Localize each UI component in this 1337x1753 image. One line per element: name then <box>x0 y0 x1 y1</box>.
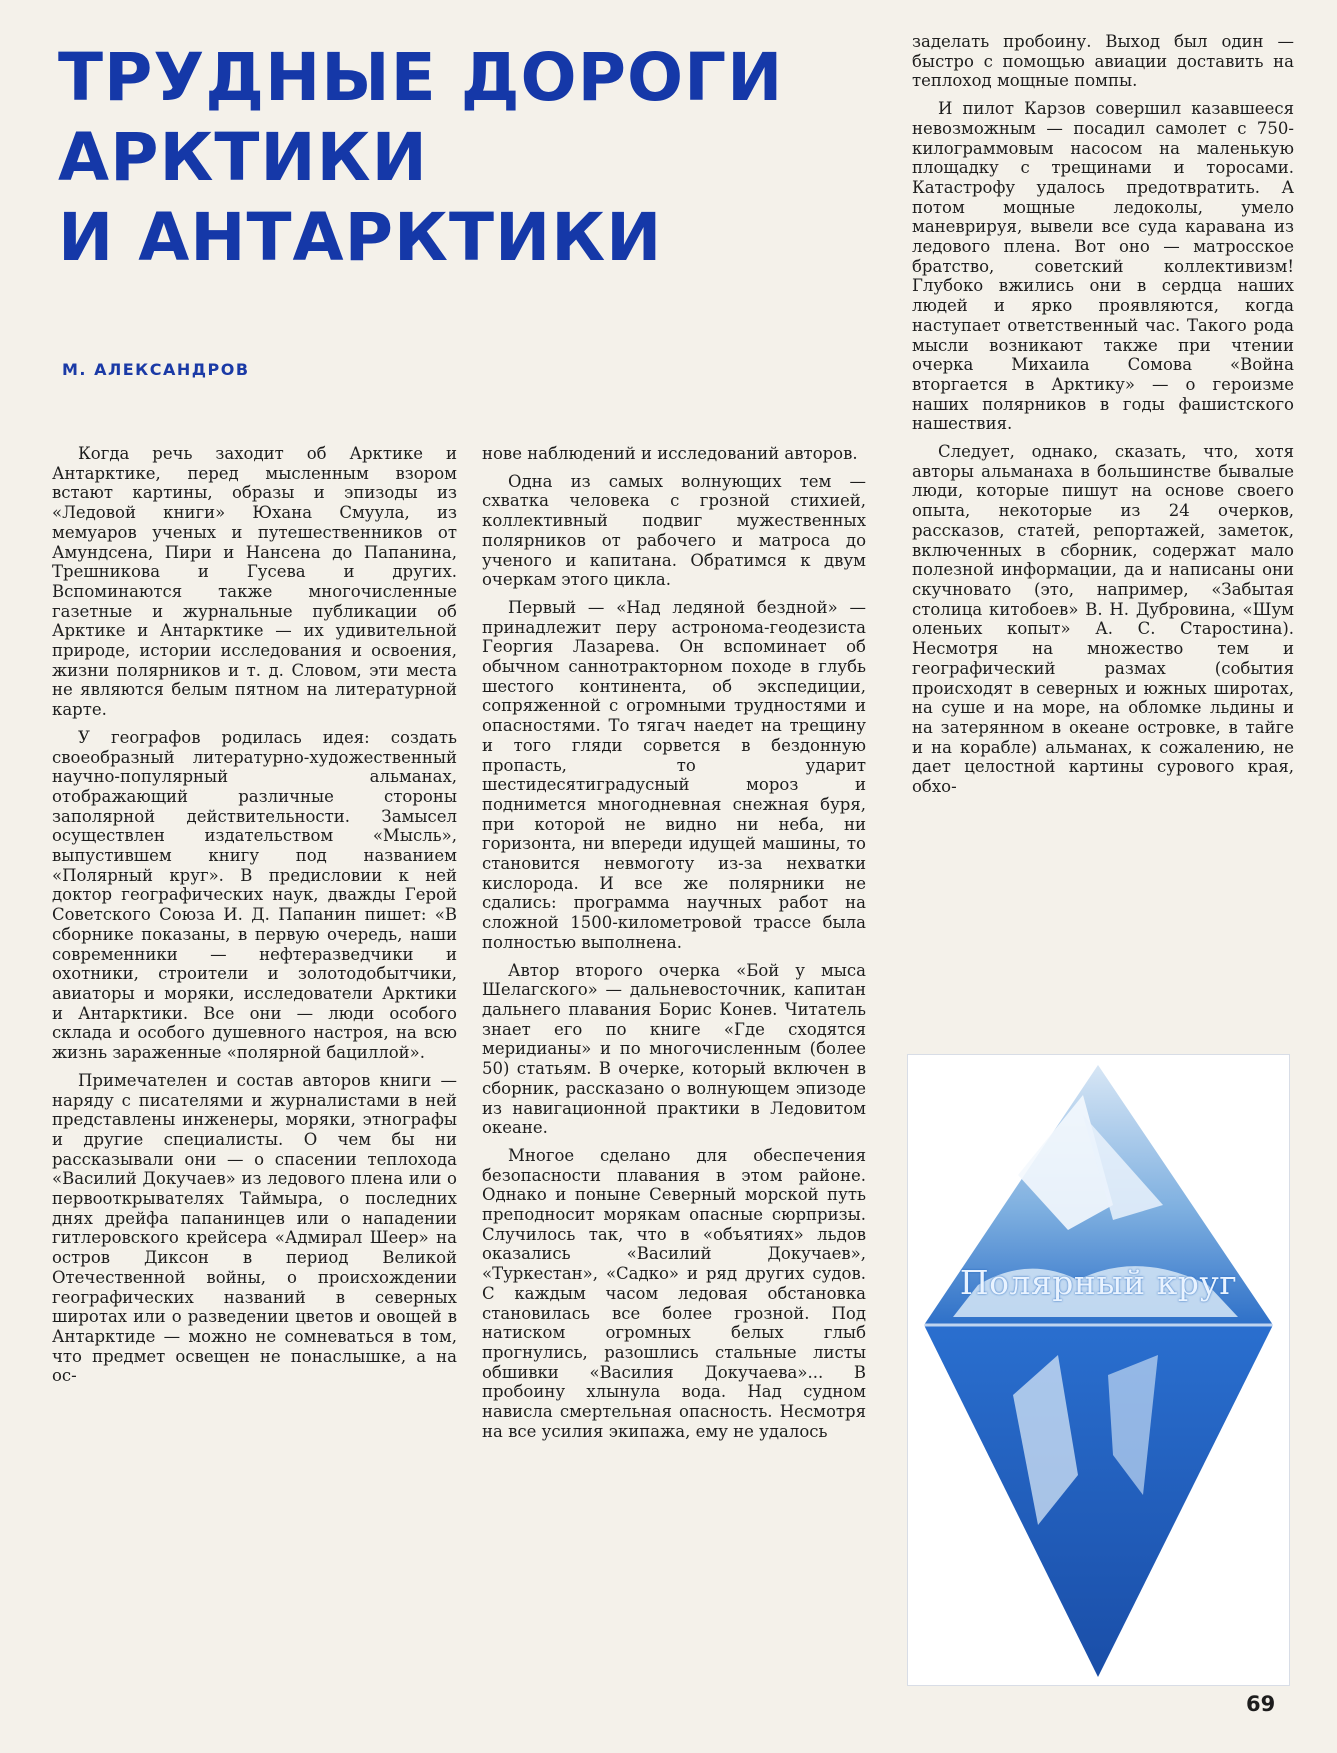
paragraph: Одна из самых волнующих тем — схватка человека с грозной стихией, коллективный подвиг мужественных полярников от рабочего и матроса до ученого и капитана. Обратимся к двум очеркам этого цикла. <box>482 471 866 590</box>
book-cover-image <box>907 1054 1290 1686</box>
cover-illustration <box>908 1055 1289 1685</box>
text-column-2 <box>482 444 866 1449</box>
cover-title: Полярный круг <box>959 1263 1238 1302</box>
diamond-lower-half <box>924 1325 1273 1677</box>
page-number: 69 <box>1246 1692 1276 1716</box>
text-column-1 <box>52 444 457 1394</box>
paragraph: Автор второго очерка «Бой у мыса Шелагского» — дальневосточник, капитан дальнего плавания Борис Конев. Читатель знает его по книге «Где сходятся меридианы» и по многочисленным (более 50) статьям. В очерке, который включен в сборник, рассказано о волнующем эпизоде из навигационной практики в Ледовитом океане. <box>482 960 866 1138</box>
article-title <box>58 38 878 278</box>
paragraph: нове наблюдений и исследований авторов. <box>482 444 858 463</box>
article-author: М. АЛЕКСАНДРОВ <box>62 360 250 379</box>
paragraph: У географов родилась идея: создать своеобразный литературно-художественный научно-популярный альманах, отображающий различные стороны заполярной действительности. Замысел осуществлен издательством «Мысль», выпустившем книгу под названием «Полярный круг». В предисловии к ней доктор географических наук, дважды Герой Советского Союза И. Д. Папанин пишет: «В сборнике показаны, в первую очередь, наши современники — нефтеразведчики и охотники, строители и золотодобытчики, авиаторы и моряки, исследователи Арктики и Антарктики. Все они — люди особого склада и особого душевного настроя, на всю жизнь зараженные «полярной бациллой». <box>52 727 457 1063</box>
paragraph: Когда речь заходит об Арктике и Антарктике, перед мысленным взором встают картины, образы и эпизоды из «Ледовой книги» Юхана Смуула, из мемуаров ученых и путешественников от Амундсена, Пири и Нансена до Папанина, Трешникова и Гусева и других. Вспоминаются также многочисленные газетные и журнальные публикации об Арктике и Антарктике — их удивительной природе, истории исследования и освоения, жизни полярников и т. д. Словом, эти места не являются белым пятном на литературной карте. <box>52 444 457 720</box>
text-column-3 <box>912 32 1294 805</box>
paragraph: заделать пробоину. Выход был один — быстро с помощью авиации доставить на теплоход мощные помпы. <box>912 32 1294 91</box>
paragraph: Примечателен и состав авторов книги — наряду с писателями и журналистами в ней представлены инженеры, моряки, этнографы и другие специалисты. О чем бы ни рассказывали они — о спасении теплохода «Василий Докучаев» из ледового плена или о первооткрывателях Таймыра, о последних днях дрейфа папанинцев или о нападении гитлеровского крейсера «Адмирал Шеер» на остров Диксон в период Великой Отечественной войны, о происхождении географических названий в северных широтах или о разведении цветов и овощей в Антарктиде — можно не сомневаться в том, что предмет освещен не понаслышке, а на ос- <box>52 1070 457 1386</box>
title-line-1: ТРУДНЫЕ ДОРОГИ <box>58 39 784 116</box>
paragraph: Первый — «Над ледяной бездной» — принадлежит перу астронома-геодезиста Георгия Лазарева. Он вспоминает об обычном саннотракторном походе в глубь шестого континента, об экспедиции, сопряженной с огромными трудностями и опасностями. То тягач наедет на трещину и того гляди сорвется в бездонную пропасть, то ударит шестидесятиградусный мороз и поднимется многодневная снежная буря, при которой не видно ни неба, ни горизонта, ни впереди идущей машины, то становится невмоготу из-за нехватки кислорода. И все же полярники не сдались: программа научных работ на сложной 1500-километровой трассе была полностью выполнена. <box>482 597 866 952</box>
title-line-3: И АНТАРКТИКИ <box>58 199 663 276</box>
paragraph: Многое сделано для обеспечения безопасности плавания в этом районе. Однако и поныне Северный морской путь преподносит морякам опасные сюрпризы. Случилось так, что в «объятиях» льдов оказались «Василий Докучаев», «Туркестан», «Садко» и ряд других судов. С каждым часом ледовая обстановка становилась все более грозной. Под натиском огромных белых глыб прогнулись, разошлись стальные листы обшивки «Василия Докучаева»... В пробоину хлынула вода. Над судном нависла смертельная опасность. Несмотря на все усилия экипажа, ему не удалось <box>482 1145 866 1441</box>
title-line-2: АРКТИКИ <box>58 119 428 196</box>
paragraph: Следует, однако, сказать, что, хотя авторы альманаха в большинстве бывалые люди, которые пишут на основе своего опыта, некоторые из 24 очерков, рассказов, статей, репортажей, заметок, включенных в сборник, содержат мало полезной информации, да и написаны они скучновато (это, например, «Забытая столица китобоев» В. Н. Дубровина, «Шум оленьих копыт» А. С. Старостина). Несмотря на множество тем и географический размах (события происходят в северных и южных широтах, на суше и на море, на обломке льдины и на затерянном в океане островке, в тайге и на корабле) альманах, к сожалению, не дает целостной картины сурового края, обхо- <box>912 442 1294 797</box>
paragraph: И пилот Карзов совершил казавшееся невозможным — посадил самолет с 750-килограммовым насосом на маленькую площадку с трещинами и торосами. Катастрофу удалось предотвратить. А потом мощные ледоколы, умело маневрируя, вывели все суда каравана из ледового плена. Вот оно — матросское братство, советский коллективизм! Глубоко вжились они в сердца наших людей и ярко проявляются, когда наступает ответственный час. Такого рода мысли возникают также при чтении очерка Михаила Сомова «Война вторгается в Арктику» — о героизме наших полярников в годы фашистского нашествия. <box>912 99 1294 434</box>
